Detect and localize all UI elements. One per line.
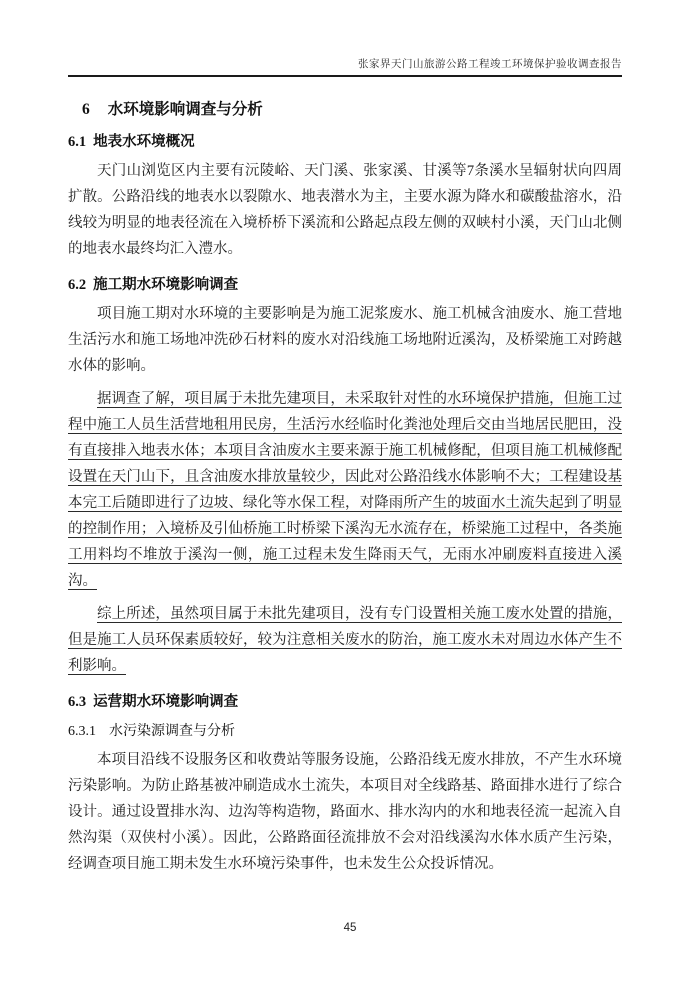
paragraph-operation-pollution-source: 本项目沿线不设服务区和收费站等服务设施，公路沿线无废水排放，不产生水环境污染影响。为防止路基被冲刷造成水土流失，本项目对全线路基、路面排水进行了综合设计。通过设置排水沟、边沟等构造物，路面水、排水沟内的水和地表径流一起流入自然沟渠（双侠村小溪）。因此，公路路面径流排放不会对沿线溪沟水体水质产生污染，经调查项目施工期未发生水环境污染事件，也未发生公众投诉情况。 [68,752,622,872]
chapter-title: 水环境影响调查与分析 [107,101,263,118]
section-title: 地表水环境概况 [93,134,195,150]
paragraph-surface-water-overview: 天门山浏览区内主要有沅陵峪、天门溪、张家溪、甘溪等7条溪水呈辐射状向四周扩散。公路沿线的地表水以裂隙水、地表潜水为主，主要水源为降水和碳酸盐溶水，沿线较为明显的地表径流在入境桥桥下溪流和公路起点段左侧的双峡村小溪，天门山北侧的地表水最终均汇入澧水。 [68,163,622,257]
section-number: 6.2 [68,277,87,293]
subsection-title: 水污染源调查与分析 [109,724,235,739]
chapter-heading [68,97,622,119]
subsection-heading-6-3-1 [68,720,622,740]
subsection-number: 6.3.1 [68,724,96,739]
section-title: 运营期水环境影响调查 [93,694,239,710]
paragraph-conclusion-underlined: 综上所述，虽然项目属于未批先建项目，没有专门设置相关施工废水处置的措施，但是施工人员环保素质较好，较为注意相关废水的防治，施工废水未对周边水体产生不利影响。 [68,606,622,674]
section-number: 6.1 [68,134,87,150]
section-heading-6-2 [68,273,622,294]
content-column [68,0,622,877]
page-number: 45 [343,922,357,934]
section-heading-6-1 [68,130,622,151]
chapter-number: 6 [82,101,90,118]
section-title: 施工期水环境影响调查 [93,277,239,293]
running-header [68,0,622,77]
running-header-title: 张家界天门山旅游公路工程竣工环境保护验收调查报告 [358,59,622,70]
section-number: 6.3 [68,694,87,710]
page-footer [0,922,700,934]
paragraph-construction-impact-intro: 项目施工期对水环境的主要影响是为施工泥浆废水、施工机械含油废水、施工营地生活污水和施工场地冲洗砂石材料的废水对沿线施工场地附近溪沟，及桥梁施工对跨越水体的影响。 [68,306,622,374]
paragraph-investigation-findings-underlined: 据调查了解，项目属于未批先建项目，未采取针对性的水环境保护措施，但施工过程中施工人员生活营地租用民房，生活污水经临时化粪池处理后交由当地居民肥田，没有直接排入地表水体；本项目含油废水主要来源于施工机械修配，但项目施工机械修配设置在天门山下，且含油废水排放量较少，因此对公路沿线水体影响不大；工程建设基本完工后随即进行了边坡、绿化等水保工程，对降雨所产生的坡面水土流失起到了明显的控制作用；入境桥及引仙桥施工时桥梁下溪沟无水流存在，桥梁施工过程中，各类施工用料均不堆放于溪沟一侧，施工过程未发生降雨天气，无雨水冲刷废料直接进入溪沟。 [68,391,622,589]
section-heading-6-3 [68,690,622,711]
